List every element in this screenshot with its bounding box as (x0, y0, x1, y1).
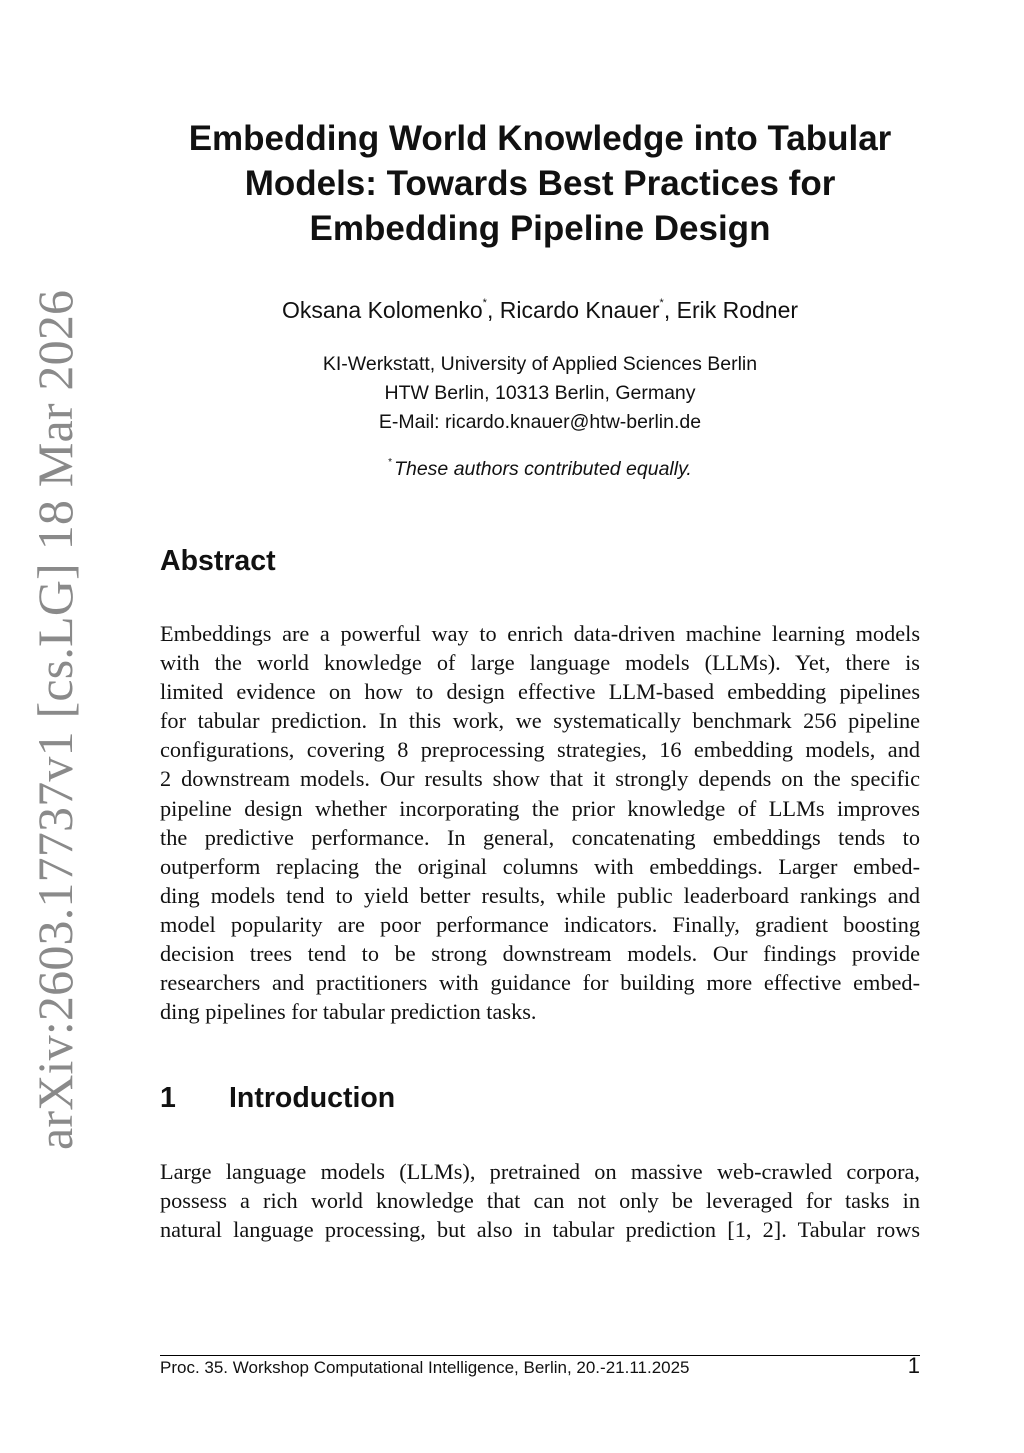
equal-contribution-note (160, 449, 920, 483)
introduction-heading (160, 1080, 395, 1116)
affiliation-institution: KI-Werkstatt, University of Applied Sciences Berlin (322, 353, 758, 375)
abstract-line: ding models tend to yield better results, while public leaderboard rankings and (160, 882, 920, 908)
author-separator: , (486, 297, 500, 323)
author-name: Ricardo Knauer (499, 297, 660, 323)
introduction-line: natural language processing, but also in tabular prediction [1, 2]. Tabular rows (160, 1217, 920, 1243)
abstract-line: ding pipelines for tabular prediction tasks. (160, 999, 537, 1025)
abstract-line: outperform replacing the original columns with embeddings. Larger embed- (160, 853, 920, 879)
page-number: 1 (907, 1353, 920, 1378)
arxiv-identifier-stamp: arXiv:2603.17737v1 [cs.LG] 18 Mar 2026 (27, 289, 83, 1150)
author-separator: , (663, 297, 677, 323)
affiliation-address: HTW Berlin, 10313 Berlin, Germany (384, 382, 696, 404)
abstract-line: Embeddings are a powerful way to enrich data-driven machine learning models (160, 621, 920, 646)
title-line: Embedding Pipeline Design (309, 209, 771, 248)
abstract-body (160, 619, 920, 1026)
footer-divider (160, 1355, 920, 1356)
section-number: 1 (160, 1082, 176, 1114)
paper-title (160, 116, 920, 251)
abstract-line: the predictive performance. In general, concatenating embeddings tends to (160, 824, 920, 850)
affiliation-block (160, 350, 920, 437)
title-line: Models: Towards Best Practices for (244, 164, 836, 203)
abstract-line: model popularity are poor performance indicators. Finally, gradient boosting (160, 911, 920, 937)
abstract-line: researchers and practitioners with guidance for building more effective embed- (160, 970, 920, 996)
equal-contribution-mark: * (482, 297, 487, 309)
introduction-line: Large language models (LLMs), pretrained on massive web-crawled corpora, (160, 1159, 920, 1184)
section-title: Introduction (229, 1082, 396, 1114)
author-name: Oksana Kolomenko (281, 297, 483, 323)
abstract-heading: Abstract (160, 545, 276, 577)
affiliation-email: E-Mail: ricardo.knauer@htw-berlin.de (378, 411, 702, 433)
footer-venue: Proc. 35. Workshop Computational Intelligence, Berlin, 20.-21.11.2025 (160, 1358, 690, 1377)
introduction-line: possess a rich world knowledge that can not only be leveraged for tasks in (160, 1188, 920, 1214)
abstract-line: pipeline design whether incorporating the prior knowledge of LLMs improves (160, 795, 920, 821)
abstract-line: decision trees tend to be strong downstream models. Our findings provide (160, 941, 920, 967)
equal-contribution-mark: * (659, 297, 664, 309)
equal-contribution-note-mark: * (388, 457, 393, 468)
title-line: Embedding World Knowledge into Tabular (188, 119, 892, 158)
author-list (160, 286, 920, 327)
abstract-line: configurations, covering 8 preprocessing strategies, 16 embedding models, and (160, 737, 920, 763)
equal-contribution-note-text: These authors contributed equally. (394, 458, 692, 480)
author-name: Erik Rodner (676, 297, 799, 323)
abstract-line: for tabular prediction. In this work, we systematically benchmark 256 pipeline (160, 708, 920, 734)
abstract-line: 2 downstream models. Our results show that it strongly depends on the specific (160, 766, 920, 792)
abstract-line: with the world knowledge of large language models (LLMs). Yet, there is (160, 650, 920, 676)
introduction-body (160, 1157, 920, 1244)
abstract-line: limited evidence on how to design effective LLM-based embedding pipelines (160, 679, 920, 705)
